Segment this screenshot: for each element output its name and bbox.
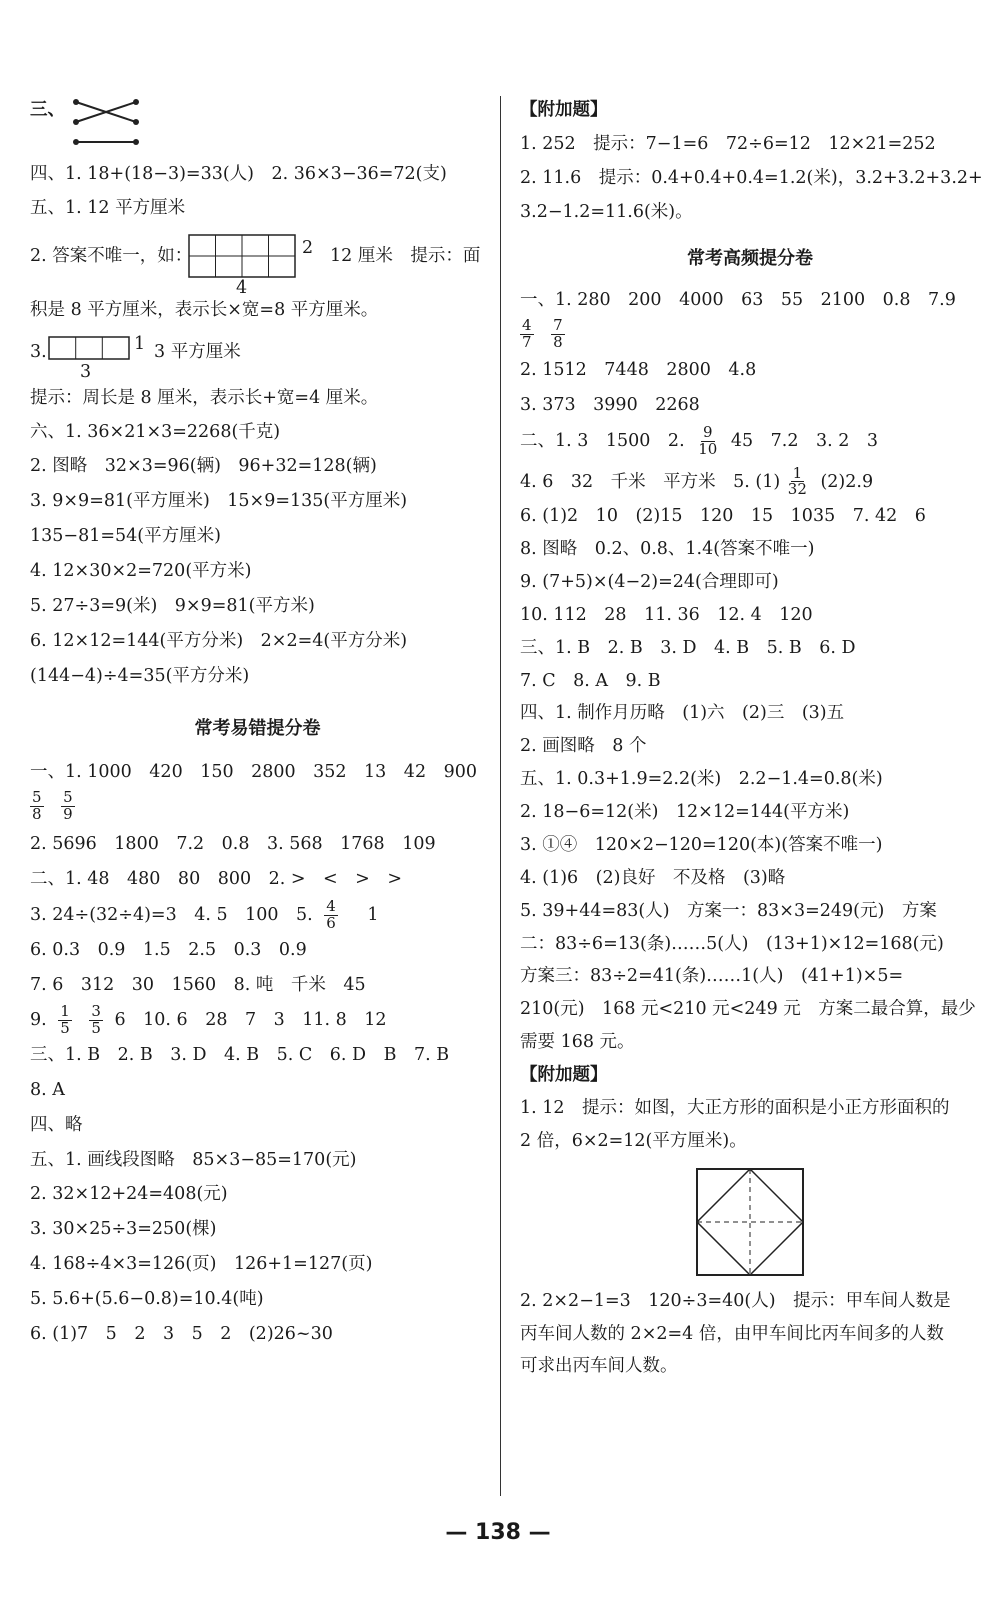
- freq-16: 3. ①④ 120×2−120=120(本)(答案不唯一): [520, 834, 883, 855]
- freq-15: 2. 18−6=12(米) 12×12=144(平方米): [520, 802, 850, 822]
- err-4: 3. 24÷(32÷4)=3 4. 5 100 5. $\frac{4}{6}$ 1: [30, 897, 379, 932]
- err-14: 4. 168÷4×3=126(页) 126+1=127(页): [30, 1254, 373, 1275]
- err-8: 三、1. B 2. B 3. D 4. B 5. C 6. D B 7. B: [30, 1044, 450, 1065]
- err-11: 五、1. 画线段图略 85×3−85=170(元): [30, 1149, 357, 1170]
- fraction: $\frac{4}{6}$: [326, 897, 336, 932]
- freq-20: 方案三：83÷2=41(条)……1(人) (41+1)×5=: [520, 966, 904, 987]
- freq-10: 三、1. B 2. B 3. D 4. B 5. B 6. D: [520, 637, 856, 658]
- fraction: $\frac{1}{5}$: [60, 1002, 70, 1038]
- freq-21: 210(元) 168 元<210 元<249 元 方案二最合算，最少: [520, 999, 976, 1020]
- freq-25: 2. 2×2−1=3 120÷3=40(人) 提示：甲车间人数是: [520, 1290, 951, 1311]
- err-13: 3. 30×25÷3=250(棵): [30, 1219, 217, 1240]
- fraction: $\frac{5}{9}$: [63, 787, 73, 823]
- fraction: $\frac{4}{7}$: [522, 315, 532, 351]
- wu2-text-b: 12 厘米 提示：面: [330, 245, 481, 266]
- fraction: $\frac{5}{8}$: [32, 787, 42, 823]
- bonus-heading: 【附加题】: [520, 100, 608, 120]
- freq-13: 2. 画图略 8 个: [520, 736, 647, 757]
- bonus-2: 2. 11.6 提示：0.4+0.4+0.4=1.2(米)，3.2+3.2+3.2+: [520, 167, 983, 188]
- err-3: 二、1. 48 480 80 800 2. > < > >: [30, 869, 403, 890]
- freq-9: 10. 112 28 11. 36 12. 4 120: [520, 604, 813, 625]
- answer-liu-3: 3. 9×9=81(平方厘米) 15×9=135(平方厘米): [30, 491, 408, 512]
- freq-19: 二：83÷6=13(条)……5(人) (13+1)×12=168(元): [520, 933, 944, 954]
- err-2: 2. 5696 1800 7.2 0.8 3. 568 1768 109: [30, 834, 436, 855]
- err-1-fractions: [30, 787, 485, 823]
- freq-8: 9. (7+5)×(4−2)=24(合理即可): [520, 571, 779, 592]
- freq-6: 6. (1)2 10 (2)15 120 15 1035 7. 42 6: [520, 506, 926, 527]
- wu2-text-a: 2. 答案不唯一，如：: [30, 245, 193, 266]
- freq-24: 2 倍，6×2=12(平方厘米)。: [520, 1130, 747, 1151]
- answer-liu-2: 2. 图略 32×3=96(辆) 96+32=128(辆): [30, 456, 377, 477]
- freq-11: 7. C 8. A 9. B: [520, 670, 661, 691]
- bonus-heading-2: 【附加题】: [520, 1065, 608, 1085]
- answer-wu-1: 五、1. 12 平方厘米: [30, 197, 186, 218]
- fraction: $\frac{9}{10}$: [698, 423, 718, 458]
- err-15: 5. 5.6+(5.6−0.8)=10.4(吨): [30, 1289, 264, 1309]
- answer-wu-2-cont: 积是 8 平方厘米，表示长×宽=8 平方厘米。: [30, 299, 379, 320]
- err-10: 四、略: [30, 1114, 83, 1135]
- freq-1-fractions: [520, 315, 980, 351]
- freq-5: 4. 6 32 千米 平方米 5. (1) $\frac{1}{32}$ (2)2.9: [520, 463, 874, 499]
- err-12: 2. 32×12+24=408(元): [30, 1184, 228, 1205]
- err-7: 9. $\frac{1}{5}$ $\frac{3}{5}$ 6 10. 6 28 7 3 11. 8 12: [30, 1002, 387, 1038]
- freq-17: 4. (1)6 (2)良好 不及格 (3)略: [520, 867, 786, 888]
- freq-3: 3. 373 3990 2268: [520, 395, 700, 416]
- freq-23: 1. 12 提示：如图，大正方形的面积是小正方形面积的: [520, 1097, 950, 1118]
- fraction: $\frac{3}{5}$: [91, 1002, 101, 1038]
- square-figure-wrap: [520, 1167, 980, 1281]
- freq-18: 5. 39+44=83(人) 方案一：83×3=249(元) 方案: [520, 900, 937, 921]
- wu2-height-label: 2: [302, 237, 314, 258]
- wu3-height-label: 1: [134, 333, 146, 354]
- answer-wu-2: [30, 234, 485, 296]
- answer-liu-1: 六、1. 36×21×3=2268(千克): [30, 421, 281, 442]
- fraction: $\frac{7}{8}$: [553, 315, 563, 351]
- answer-liu-5: 5. 27÷3=9(米) 9×9=81(平方米): [30, 595, 315, 616]
- rectangle-grid-1x3: [48, 336, 132, 362]
- freq-12: 四、1. 制作月历略 (1)六 (2)三 (3)五: [520, 703, 845, 724]
- fraction: $\frac{1}{32}$: [787, 463, 807, 499]
- left-column: [30, 100, 485, 1346]
- freq-4: 二、1. 3 1500 2. $\frac{9}{10}$ 45 7.2 3. 2 3: [520, 423, 879, 458]
- err-5: 6. 0.3 0.9 1.5 2.5 0.3 0.9: [30, 939, 307, 960]
- freq-27: 可求出丙车间人数。: [520, 1356, 678, 1377]
- section-title-errors: 常考易错提分卷: [194, 717, 321, 739]
- err-9: 8. A: [30, 1079, 65, 1100]
- freq-2: 2. 1512 7448 2800 4.8: [520, 360, 757, 381]
- wu2-width-label: 4: [236, 277, 248, 298]
- answer-liu-6: 6. 12×12=144(平方分米) 2×2=4(平方分米): [30, 630, 408, 651]
- nested-squares-figure: [695, 1167, 805, 1277]
- rectangle-grid-2x4: [188, 234, 298, 278]
- right-column: [520, 100, 983, 1378]
- answer-liu-4: 4. 12×30×2=720(平方米): [30, 561, 252, 581]
- answer-san: 三、: [30, 100, 485, 156]
- bonus-2-cont: 3.2−1.2=11.6(米)。: [520, 201, 693, 222]
- freq-7: 8. 图略 0.2、0.8、1.4(答案不唯一): [520, 539, 815, 559]
- freq-26: 丙车间人数的 2×2=4 倍，由甲车间比丙车间多的人数: [520, 1323, 944, 1344]
- err-1: 一、1. 1000 420 150 2800 352 13 42 900: [30, 762, 477, 782]
- matching-lines-figure: [70, 94, 170, 150]
- bonus-1: 1. 252 提示：7−1=6 72÷6=12 12×21=252: [520, 133, 936, 154]
- answer-liu-6-cont: (144−4)÷4=35(平方分米): [30, 665, 250, 686]
- page-number: — 138 —: [445, 1520, 551, 1545]
- freq-14: 五、1. 0.3+1.9=2.2(米) 2.2−1.4=0.8(米): [520, 769, 883, 790]
- freq-22: 需要 168 元。: [520, 1032, 635, 1053]
- column-divider: [500, 96, 501, 1496]
- answer-wu-3-hint: 提示：周长是 8 厘米，表示长+宽=4 厘米。: [30, 387, 379, 408]
- freq-1: 一、1. 280 200 4000 63 55 2100 0.8 7.9: [520, 290, 956, 310]
- err-6: 7. 6 312 30 1560 8. 吨 千米 45: [30, 974, 366, 995]
- answer-wu-3: 3. 1 3 平方厘米 3: [30, 333, 241, 382]
- err-16: 6. (1)7 5 2 3 5 2 (2)26~30: [30, 1323, 333, 1344]
- section-title-frequent: 常考高频提分卷: [687, 247, 813, 269]
- answer-si: 四、1. 18+(18−3)=33(人) 2. 36×3−36=72(支): [30, 164, 447, 184]
- answer-liu-3-cont: 135−81=54(平方厘米): [30, 526, 221, 547]
- wu3-width-label: 3: [80, 361, 92, 382]
